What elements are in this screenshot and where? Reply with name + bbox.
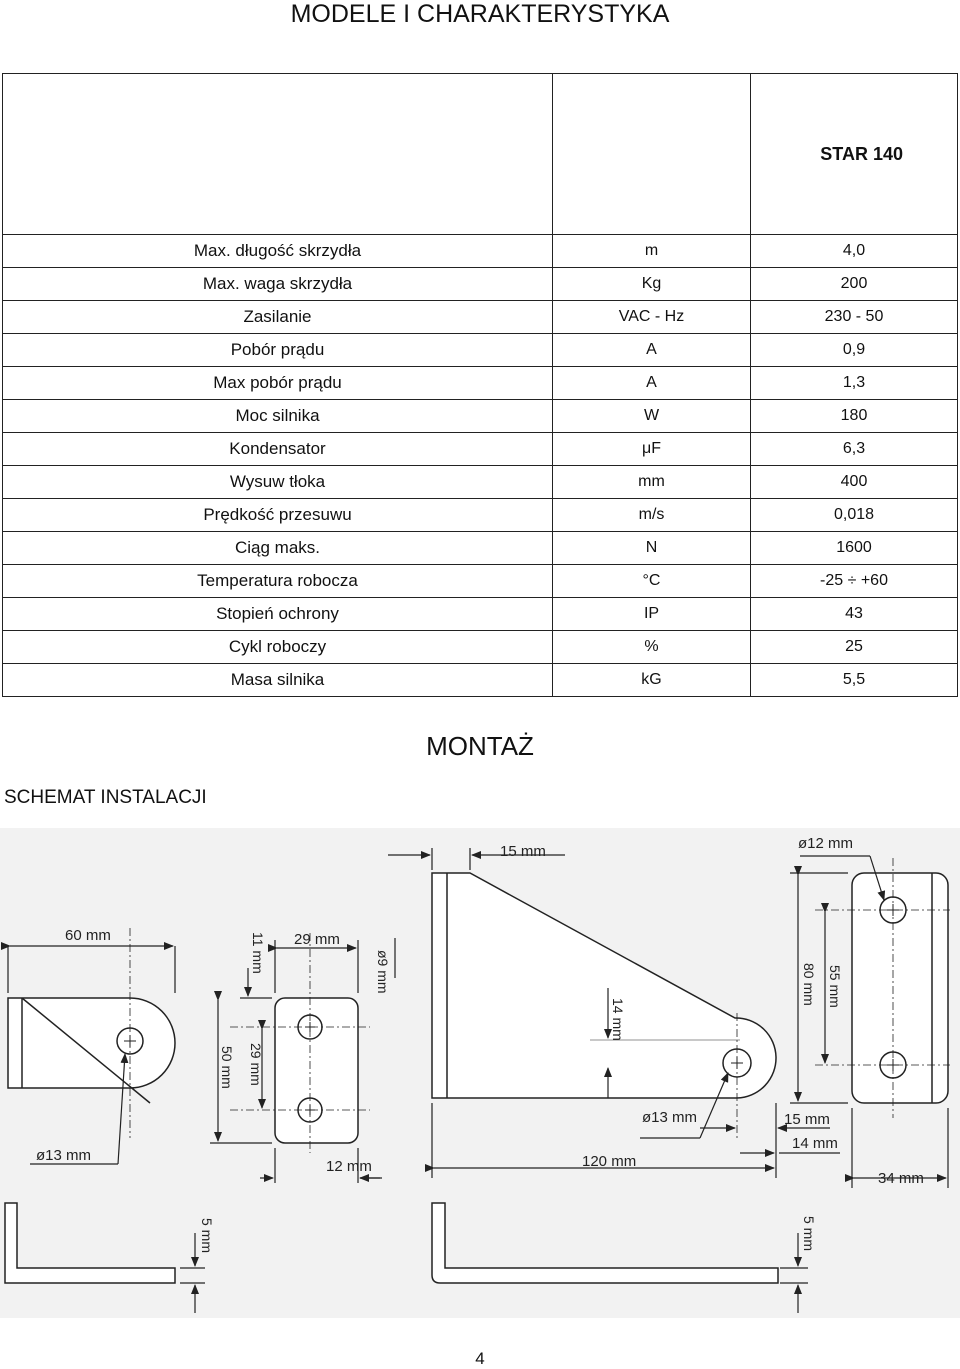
right-bracket-hole-edge-label: 14 mm <box>792 1135 838 1152</box>
right-bracket-hole-offset-label: 15 mm <box>784 1111 830 1128</box>
montaz-heading: MONTAŻ <box>426 731 534 761</box>
param-cell: Max. długość skrzydła <box>3 235 553 268</box>
unit-cell: N <box>553 532 751 565</box>
left-bracket-thickness-label: 5 mm <box>199 1218 215 1253</box>
left-bracket-top-view <box>8 998 175 1103</box>
param-cell: Temperatura robocza <box>3 565 553 598</box>
right-bracket-side-view <box>432 1203 778 1283</box>
param-cell: Prędkość przesuwu <box>3 499 553 532</box>
unit-cell: mm <box>553 466 751 499</box>
left-plate-top-offset-label: 11 mm <box>250 932 266 974</box>
right-bracket-hole-label: ø13 mm <box>642 1109 698 1126</box>
unit-cell: IP <box>553 598 751 631</box>
left-bracket-hole-label: ø13 mm <box>36 1147 92 1164</box>
param-cell: Cykl roboczy <box>3 631 553 664</box>
table-row <box>3 565 958 598</box>
left-bracket-side-view <box>5 1203 175 1283</box>
right-plate-hole-label: ø12 mm <box>798 835 854 852</box>
unit-cell: μF <box>553 433 751 466</box>
left-plate-edge-label: 12 mm <box>326 1158 372 1175</box>
table-row <box>3 631 958 664</box>
right-bracket-top-view <box>432 873 776 1098</box>
unit-cell: VAC - Hz <box>553 301 751 334</box>
value-cell: 200 <box>751 268 958 301</box>
unit-cell: A <box>553 367 751 400</box>
table-row <box>3 466 958 499</box>
left-plate <box>275 998 358 1143</box>
value-cell: 25 <box>751 631 958 664</box>
table-row <box>3 400 958 433</box>
value-cell: 180 <box>751 400 958 433</box>
param-cell: Max pobór prądu <box>3 367 553 400</box>
param-cell: Kondensator <box>3 433 553 466</box>
left-plate-hole-label: ø9 mm <box>375 950 391 994</box>
param-cell: Zasilanie <box>3 301 553 334</box>
right-plate <box>852 873 948 1103</box>
unit-cell: °C <box>553 565 751 598</box>
table-row <box>3 334 958 367</box>
table-row <box>3 532 958 565</box>
header-unit-cell <box>553 74 751 235</box>
unit-cell: % <box>553 631 751 664</box>
right-plate-width-label: 34 mm <box>878 1170 924 1187</box>
page-title: MODELE I CHARAKTERYSTYKA <box>290 0 670 28</box>
value-cell: 0,9 <box>751 334 958 367</box>
table-row <box>3 664 958 697</box>
left-plate-width-label: 29 mm <box>294 931 340 948</box>
param-cell: Pobór prądu <box>3 334 553 367</box>
specs-table <box>2 73 958 697</box>
model-name: STAR 140 <box>751 74 958 235</box>
left-bracket-width-label: 60 mm <box>65 927 111 944</box>
param-cell: Stopień ochrony <box>3 598 553 631</box>
table-row <box>3 268 958 301</box>
table-row <box>3 499 958 532</box>
schemat-heading: SCHEMAT INSTALACJI <box>4 787 207 808</box>
param-cell: Moc silnika <box>3 400 553 433</box>
value-cell: 6,3 <box>751 433 958 466</box>
left-plate-height-label: 50 mm <box>219 1046 235 1089</box>
value-cell: 5,5 <box>751 664 958 697</box>
unit-cell: A <box>553 334 751 367</box>
value-cell: 1,3 <box>751 367 958 400</box>
table-header-row <box>3 74 958 235</box>
param-cell: Ciąg maks. <box>3 532 553 565</box>
table-row <box>3 235 958 268</box>
unit-cell: W <box>553 400 751 433</box>
right-plate-hole-spacing-label: 55 mm <box>827 965 843 1008</box>
installation-drawing <box>0 828 960 1318</box>
right-bracket-length-label: 120 mm <box>582 1153 637 1170</box>
unit-cell: m <box>553 235 751 268</box>
table-row <box>3 433 958 466</box>
table-row <box>3 301 958 334</box>
unit-cell: Kg <box>553 268 751 301</box>
value-cell: 1600 <box>751 532 958 565</box>
value-cell: 0,018 <box>751 499 958 532</box>
table-row <box>3 367 958 400</box>
table-row <box>3 598 958 631</box>
right-bracket-thickness-label: 5 mm <box>801 1216 817 1251</box>
value-cell: 400 <box>751 466 958 499</box>
param-cell: Wysuw tłoka <box>3 466 553 499</box>
unit-cell: m/s <box>553 499 751 532</box>
value-cell: 43 <box>751 598 958 631</box>
right-bracket-top-label: 15 mm <box>500 843 546 860</box>
unit-cell: kG <box>553 664 751 697</box>
page-number: 4 <box>475 1349 485 1368</box>
left-plate-hole-spacing-label: 29 mm <box>248 1043 264 1086</box>
value-cell: 230 - 50 <box>751 301 958 334</box>
param-cell: Masa silnika <box>3 664 553 697</box>
param-cell: Max. waga skrzydła <box>3 268 553 301</box>
right-plate-height-label: 80 mm <box>801 963 817 1006</box>
value-cell: 4,0 <box>751 235 958 268</box>
value-cell: -25 ÷ +60 <box>751 565 958 598</box>
header-param-cell <box>3 74 553 235</box>
right-bracket-side-label: 14 mm <box>610 998 626 1041</box>
